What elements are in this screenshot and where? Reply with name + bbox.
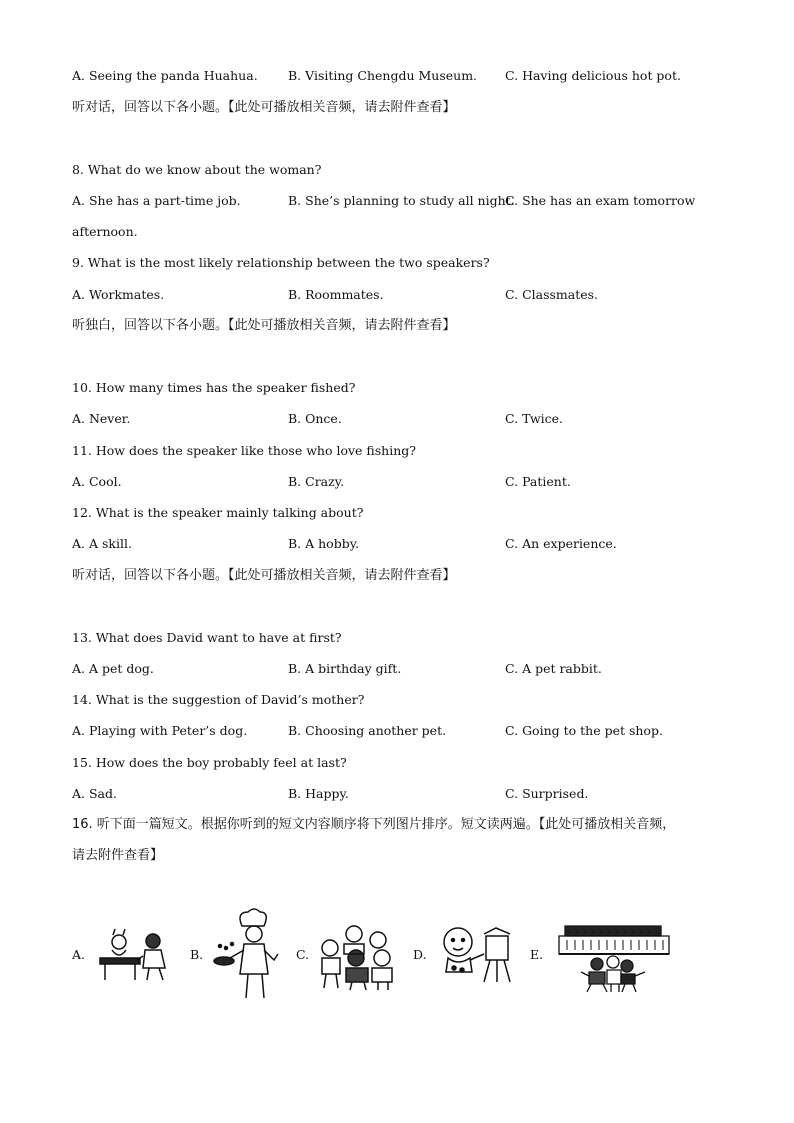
q7-option-c: C. Having delicious hot pot. — [505, 68, 681, 83]
picture-label-d: D. — [413, 947, 427, 962]
q13-option-c: C. A pet rabbit. — [505, 661, 602, 676]
section-instruction-3: 听对话，回答以下各小题。【此处可播放相关音频，请去附件查看】 — [72, 568, 456, 583]
q12-option-c: C. An experience. — [505, 536, 617, 551]
section-instruction-1: 听对话，回答以下各小题。【此处可播放相关音频，请去附件查看】 — [72, 100, 456, 115]
group-of-kids-icon — [316, 924, 398, 992]
q8-option-b: B. She’s planning to study all night. — [288, 193, 515, 208]
q12-option-b: B. A hobby. — [288, 536, 360, 551]
q13-option-a: A. A pet dog. — [72, 661, 154, 676]
picture-label-e: E. — [530, 947, 544, 962]
q14-stem: 14. What is the suggestion of David’s mother? — [72, 692, 365, 707]
q15-option-b: B. Happy. — [288, 786, 349, 801]
q16-instruction-line1: 16. 听下面一篇短文。根据你听到的短文内容顺序将下列图片排序。短文读两遍。【此处可播放相关音频， — [72, 817, 676, 832]
q12-option-a: A. A skill. — [72, 536, 132, 551]
picture-label-b: B. — [190, 947, 204, 962]
q9-option-c: C. Classmates. — [505, 287, 599, 302]
section-instruction-2: 听独白，回答以下各小题。【此处可播放相关音频，请去附件查看】 — [72, 318, 456, 333]
q14-option-a: A. Playing with Peter’s dog. — [72, 723, 248, 738]
kids-at-building-icon — [555, 914, 673, 994]
q10-option-c: C. Twice. — [505, 411, 564, 426]
q13-option-b: B. A birthday gift. — [288, 661, 402, 676]
q16-instruction-line2: 请去附件查看】 — [72, 848, 164, 863]
picture-label-a: A. — [72, 947, 86, 962]
q15-stem: 15. How does the boy probably feel at last? — [72, 755, 347, 770]
q9-stem: 9. What is the most likely relationship between the two speakers? — [72, 255, 490, 270]
q11-option-b: B. Crazy. — [288, 474, 345, 489]
q13-stem: 13. What does David want to have at first? — [72, 630, 342, 645]
q8-option-a: A. She has a part-time job. — [72, 193, 241, 208]
q10-stem: 10. How many times has the speaker fished? — [72, 380, 356, 395]
q14-option-c: C. Going to the pet shop. — [505, 723, 663, 738]
q12-stem: 12. What is the speaker mainly talking about? — [72, 505, 364, 520]
q10-option-b: B. Once. — [288, 411, 342, 426]
q8-option-c: C. She has an exam tomorrow — [505, 193, 696, 208]
q11-option-a: A. Cool. — [72, 474, 122, 489]
q10-option-a: A. Never. — [72, 411, 131, 426]
chef-cooking-icon — [212, 906, 287, 1001]
q8-stem: 8. What do we know about the woman? — [72, 162, 322, 177]
q7-option-b: B. Visiting Chengdu Museum. — [288, 68, 478, 83]
q9-option-b: B. Roommates. — [288, 287, 384, 302]
q11-stem: 11. How does the speaker like those who love fishing? — [72, 443, 416, 458]
q8-option-c-continuation: afternoon. — [72, 224, 138, 239]
q11-option-c: C. Patient. — [505, 474, 571, 489]
q9-option-a: A. Workmates. — [72, 287, 165, 302]
q15-option-c: C. Surprised. — [505, 786, 589, 801]
q15-option-a: A. Sad. — [72, 786, 117, 801]
kids-at-table-icon — [95, 928, 180, 983]
kid-painting-icon — [436, 924, 518, 984]
q7-option-a: A. Seeing the panda Huahua. — [72, 68, 258, 83]
picture-label-c: C. — [296, 947, 310, 962]
q14-option-b: B. Choosing another pet. — [288, 723, 447, 738]
